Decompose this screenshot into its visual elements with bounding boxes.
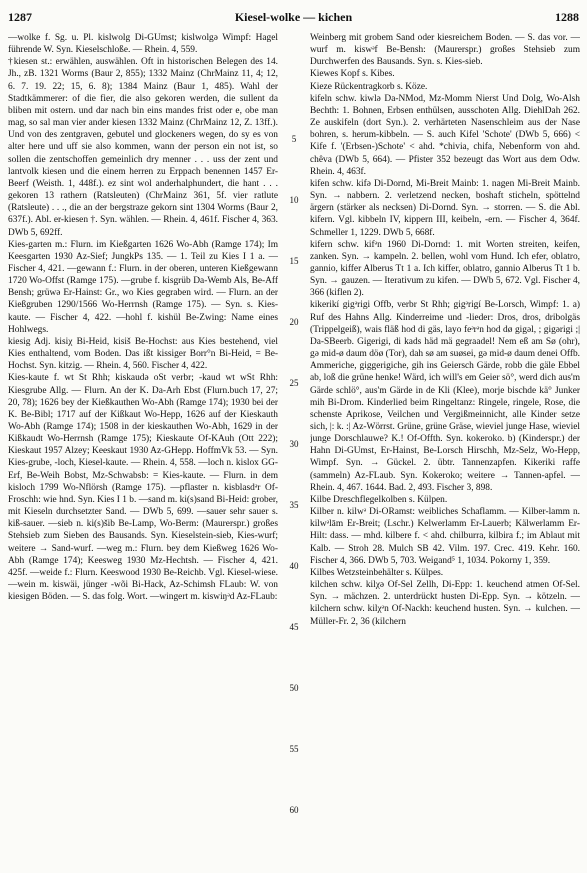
entry-kilber: Kilber n. kilwᵊ Di-ORamst: weibliches Schaflamm. — Kilber-lamm n. kilwᵊlām Er-Breit; (Lschr.) Kelwerlamm Er-Lauerb; Kälwerlamm Er-Hilt: dass. — mhd. kilbere f. < ahd. chilburra, kilbira f.; im Ablaut mit Kalb. — Stroh 28. Mulch SB 42. Vilm. 197. Crec. 419. Kehr. 160. Fischer 4, 366. DWb 5, 703. Weigand⁵ 1, 1034. Pokorny 1, 359. — [310, 507, 580, 566]
line-number: 50 — [289, 683, 299, 693]
line-number: 45 — [289, 622, 299, 632]
page-number-right: 1288 — [555, 10, 579, 24]
line-number: 15 — [289, 256, 299, 266]
line-number: 60 — [289, 805, 299, 815]
page-number-left: 1287 — [8, 10, 32, 24]
running-title: Kiesel-wolke — kichen — [234, 10, 353, 24]
entry-kiesen: †kiesen st.: erwählen, auswählen. Oft in historischen Belegen des 14. Jh., zB. 1321 Worms (Baur 2, 855); 1332 Mainz (ChrMainz 11, 4; 12, 6. 7. 19. 22; 15, 6. 8); 1384 Mainz (Baur 1, 485). Wahl der Stadtkämmerer: of die fier, die also gekoren werden, die sullent da bliben mit ostern. und dar nach bin eins mandes frist oder e, obe man mag, so sal man vier ander kiesen 1332 Mainz (ChrMainz 12, Z. 13ff.). Und von des zentgraven, gebutel und glockeners wegen, do sy es von alter here und uff sie also kommen, wann der person ein not ist, so sollen die zentschoffen gemeinlich dry menner . . . uss der zent und lantvolk kiesen und die einem herren zu Erppach benennen 1457 Er-Beerf (Weisth. 1, 448f.). ez sint wol anderhalphundert, die hant . . . gekoren 13 rathern (Ratsleuten) (ChrMainz 361, 5f. vier ratlute (Ratsleute) . . ., die an der bergstraze gekorn sint 1304 Worms (Baur 2, 637f.). Abl. er-kiesen †. Syn. wählen. — Rhein. 4, 461f. Fischer 4, 363. DWb 5, 692ff. — [8, 57, 278, 238]
entry-kilbe: Kilbe Dreschflegelkolben s. Külpen. — [310, 494, 448, 505]
entry-kifern: kifern schw. kifᵊn 1960 Di-Dornd: 1. mit Worten streiten, keifen, zanken. Syn. → kampeln. 2. bellen, wohl vom Hund. Ich efer, oblatro, gannio, kiffer Alberus Tt 1 a. Ich kiffer, oblatro, gannio Alberus Tt 1 b. Syn. → gauzen. — Iterativum zu kifen. — DWb 5, 672. Vgl. Fischer 4, 366 (kiflen 2). — [310, 239, 580, 299]
entry-kiewes: Kiewes Kopf s. Kibes. — [310, 69, 395, 80]
entry-kiesel-wolke: —wolke f. Sg. u. Pl. kislwolg Di-GUmst; kislwolgə Wimpf: Hagel führende W. Syn. Kieselschloße. — Rhein. 4, 559. — [8, 33, 278, 56]
entry-kikeriki: kikerikí gigᵊrigi Offb, verbr St Rhh; gigᵊrigí Be-Lorsch, Wimpf: 1. a) Ruf des Hahns Allg. Kinderreime und -lieder: Dros, dros, dribolgäs (Trippelgeiß), wais fläß hod di gäs, layo feᵊrᵊn hod dø gigəl, ; gigərigi ;| Da-SBeerb. Gigerigi, di kads häd mä gegraadel! Nem eß am Sø (ohr), gə mid-ø daum döø (Tor), dah sø am suøsei, gə mid-ø daum denei Offb. Ammeriche, giggerigiche, gih ins Geiersch Gärde, robb die gäle Ebbel ab, loß die grüne henke! Wärd, ich will's em Geier sö°, werd dich aus'm Gärde schlö°, aus'm Gärde in de Kli (Klee), morje bischde kä° Junker mih Bi-Drom. Kinderlied beim Ringeltanz: Ringele, ringele, Rose, die schenste Aprikose, Veilchen und Vergißmeinnicht, alle Kinder setze sich, |: k. :| Az-Wörrst. Grüne, grüne Gräse, wieviel junge Hase, wieviel junge Dorschlauwe? K.! Of-Offth. Syn. kokeroko. b) (Kinderspr.) der Hahn Di-GUmst, Er-Hainst, Be-Lorsch Hirschh, Mz-Selz, Wo-Hepp, Wimpf. Syn. → Gückel. 2. übtr. Tannenzapfen. Kikeriki raffe (sammeln) Az-FLaub. Syn. Kokeroko; weitere → Tannen-apfel. — Rhein. 4, 467. 1644. Bad. 2, 493. Fischer 3, 898. — [310, 300, 580, 493]
line-number: 10 — [289, 195, 299, 205]
line-number: 35 — [289, 500, 299, 510]
line-number: 25 — [289, 378, 299, 388]
line-number: 30 — [289, 439, 299, 449]
entry-kieze: Kieze Rückentragkorb s. Köze. — [310, 81, 428, 92]
entry-kifen: kifen schw. kifə Di-Dornd, Mi-Breit Mainb: 1. nagen Mi-Breit Mainb. Syn. → nabbern. 2. verletzend necken, boshaft sticheln, spöttelnd ärgern (stärker als necksen) Di-Dornd. Syn. → storren. — S. die Abl. kifern. Vgl. kibbeln IV, kippern III, keibeln, -ern. — Fischer 4, 364f. Schmeller 1, 1229. DWb 5, 668f. — [310, 178, 580, 238]
entry-kies-kaute: Kies-kaute f. wt St Rhh; kiskaudə oSt verbr; -kaud wt wSt Rhh: Kiesgrube Allg. — Flurn. An der K. Da-Arh Ebst (Flurn.buch 17, 27; 20, 78); 1626 bey der Kießkauthen Wo-Abh (Ramge 174); 1930 bei der K. Be-Bibl; 1717 auf der Kißkaut Wo-Hepp, 1626 auf der Kieskauth Wo-Abh (Ramge 174); 1508 in der kieskauthen Wo-Abh, 1629 in der Kißkaudt Wo-Herrnsh (Ramge 175); Kieskaute Of-KAuh (Ott 222); Kieskaut 1957 Alzey; Keeskaut 1930 Az-GHepp. HoffmVk 53. — Syn. Kies-grube, -loch, Kiesel-kaute. — Rhein. 4, 558. —loch n. kislox GG-Erf, Be-Weih Bobst, Mz-Schwabsb: = Kies-kaute. — Flurn. in dem kisloch 1799 Wo-Nflörsh (Ramge 175). —pflaster n. kisblasdᵊr Of-Froschh: wie hnd. Syn. Kies I 1 b. —sand m. ki(s)sand Bi-Heid: grober, mit Kieseln durchsetzter Sand. — DWb 5, 699. —sauer sehr sauer s. kiß-sauer. —sieb n. ki(s)šib Be-Lamp, Wo-Berm: (Maurerspr.) großes Stehsieb zum Sieben des Bausands. Syn. Kieselstein-sieb, Kies-wurf; weitere → Sand-wurf. —weg m.: Flurn. bey dem Kießweg 1626 Wo-Abh (Ramge 174); Keesweg 1930 Mz-Hechtsh. — Fischer 4, 421. 425f. —weide f.: Flurn. Keeswood 1930 Be-Reichb. Vgl. Kiesel-wiese. —wein m. kiswäi, jünger -wõi Bi-Hack, Az-Schimsh FLaub: W. von kiesigen Böden. — S. das folg. Wort. —wingert m. kiswiŋᵊd Az-FLaub: — [8, 373, 278, 603]
entry-kies-wurf-cont: Weinberg mit grobem Sand oder kiesreichem Boden. — S. das vor. —wurf m. kiswᵊf Be-Bensh: (Maurerspr.) großes Stehsieb zum Durchwerfen des Bausands. Syn. s. Kies-sieb. — [310, 33, 580, 68]
line-number: 5 — [291, 134, 297, 144]
entry-kies-garten: Kies-garten m.: Flurn. im Kießgarten 1626 Wo-Abh (Ramge 174); Im Keesgarten 1930 Az-Sief; JungkPs 135. — 1. Teil zu Kies I 1 a. — Fischer 4, 421. —gewann f.: Flurn. in der oberen, unteren Kießgewann 1720 Wo-Offst (Ramge 175). —grube f. kisgrüb Da-Wemb Als, Be-Aff Bensh; grüwə Er-Hainst: Gr., wo Kies gegraben wird. — Flurn. an der Kießgruben 1290/1566 Wo-Herrnsh (Ramge 175). — Syn. s. Kies-kaute. — Fischer 4, 422. —hohl f. kishül Be-Zwing: Name eines Hohlwegs. — [8, 239, 278, 335]
line-number: 55 — [289, 744, 299, 754]
entry-kiesig: kiesig Adj. kisiχ Bi-Heid, kisiš Be-Hochst: aus Kies bestehend, viel Kies enthaltend, vom Boden. Das ißt kissiger Borr°n Bi-Heid, = Be-Hochst. Syn. kitzig. — Rhein. 4, 560. Fischer 4, 422. — [8, 336, 278, 372]
entry-kifeln: kifeln schw. kiwlə Da-NMod, Mz-Momm Nierst Und Dolg, Wo-Alsh Bechth: 1. Bohnen, Erbsen enthülsen, ausschoten Allg. DiehlDah 262. Ze auskifeln (dort Syn.). 2. verhärteten Nasenschleim aus der Nase bohren, s. herum-kibbeln. — S. auch Kifel 'Schote' (DWb 5, 666) < Kife f. '(Erbsen-)Schote' < ahd. *chivia, chifa, Nebenform von ahd. chêva (DWb 5, 664). — Pfister 352 bezeugt das Wort aus dem Odw. Rhein. 4, 463f. — [310, 93, 580, 177]
page-header — [8, 10, 579, 28]
left-column — [8, 32, 278, 864]
right-column — [310, 32, 580, 864]
line-number: 40 — [289, 561, 299, 571]
entry-kilbes: Kilbes Wetzsteinbehälter s. Külpes. — [310, 567, 444, 578]
line-number-gutter — [283, 32, 305, 864]
line-number: 20 — [289, 317, 299, 327]
entry-kilchen: kilchen schw. kilχə Of-Sel Zellh, Di-Epp: 1. keuchend atmen Of-Sel. Syn. → mächzen. 2. unterdrückt husten Di-Epp. Syn. → kötzeln. — kilchern schw. kilχᵊn Of-Nackh: keuchend husten. Syn. → kulchen. — Müller-Fr. 2, 36 (kilchern — [310, 580, 580, 627]
